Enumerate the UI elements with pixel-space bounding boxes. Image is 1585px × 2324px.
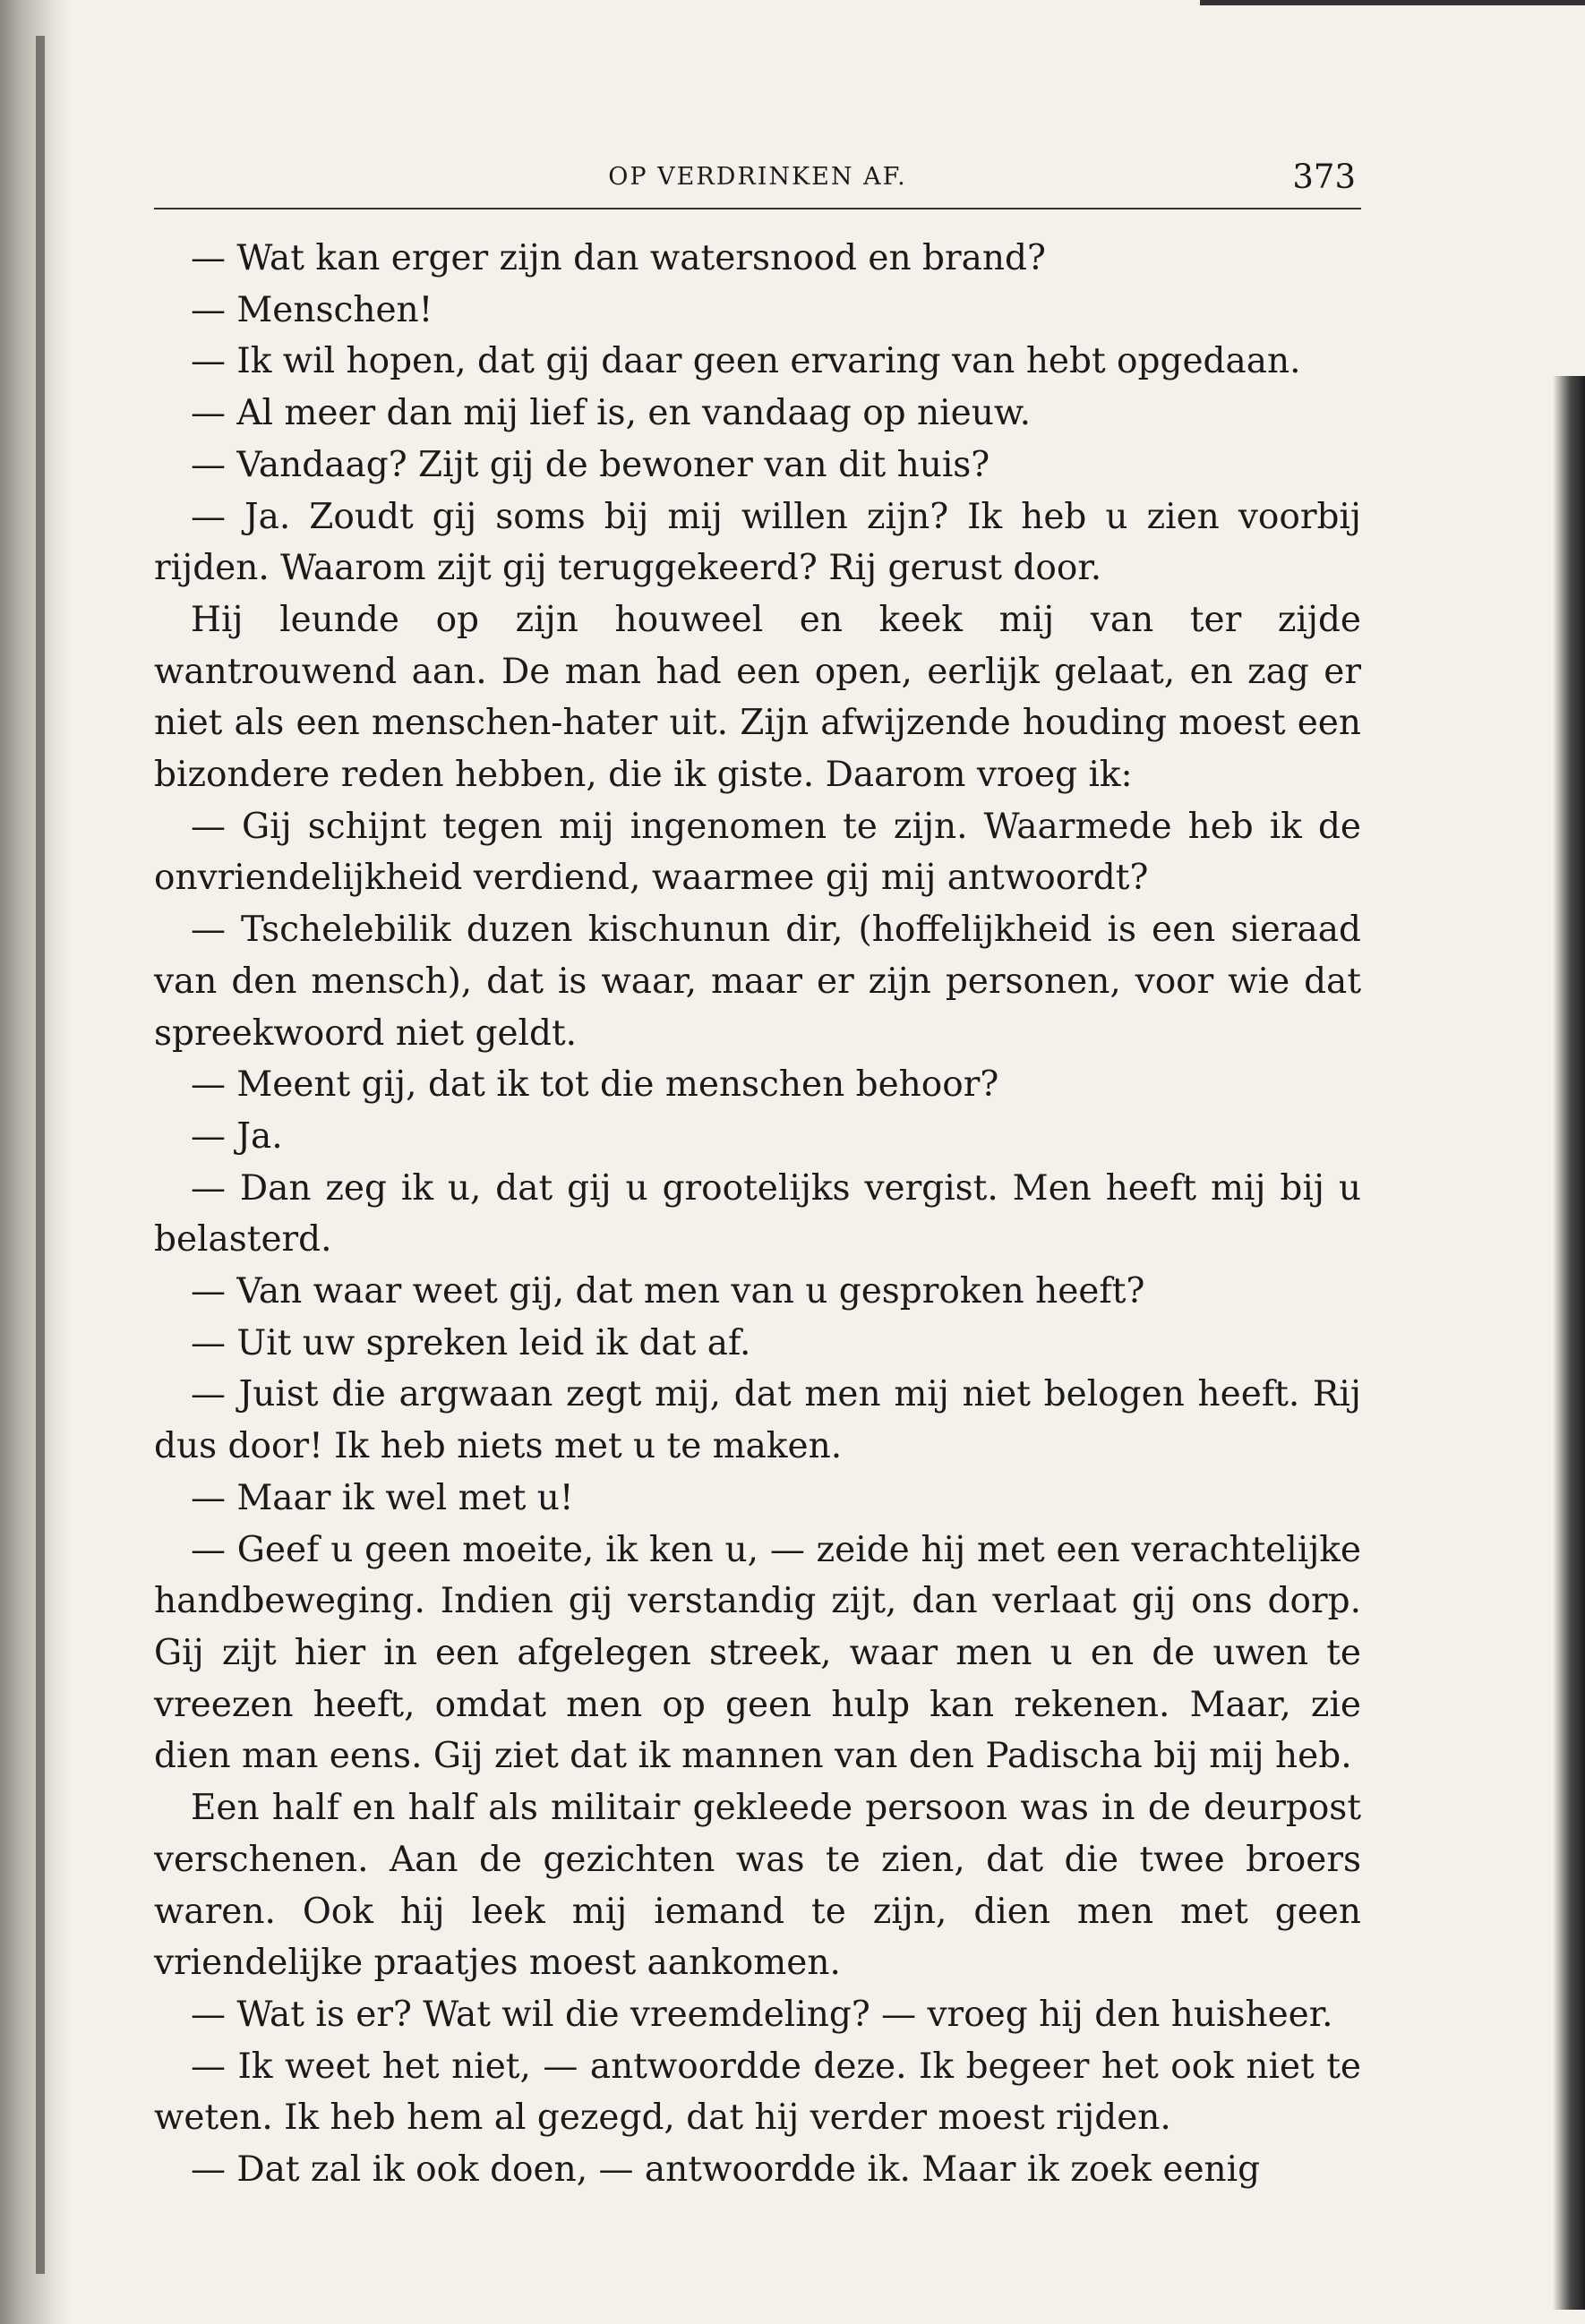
paragraph: — Vandaag? Zijt gij de bewoner van dit huis? (190, 444, 990, 485)
paragraph: — Wat kan erger zijn dan watersnood en brand? (190, 238, 1046, 278)
binding-line (36, 36, 45, 2274)
paragraph: — Wat is er? Wat wil die vreemdeling? — vroeg hij den huisheer. (190, 1994, 1333, 2035)
paragraph: — Ik weet het niet, — antwoordde deze. Ik begeer het ook niet te weten. Ik heb hem al gezegd, dat hij verder moest rijden. (154, 2046, 1361, 2139)
paragraph: — Meent gij, dat ik tot die menschen behoor? (190, 1064, 999, 1106)
paragraph: — Ja. Zoudt gij soms bij mij willen zijn? Ik heb u zien voorbij rijden. Waarom zijt gij teruggekeerd? Rij gerust door. (154, 496, 1361, 589)
paragraph: — Geef u geen moeite, ik ken u, — zeide hij met een verachtelijke handbeweging. Indien gij verstandig zijt, dan verlaat gij ons dorp. Gij zijt hier in een afgelegen streek, waar men u en de uwen te vreezen heeft, omdat men op geen hulp kan rekenen. Maar, zie dien man eens. Gij ziet dat ik mannen van den Padischa bij mij heb. (154, 1529, 1361, 1777)
paragraph: — Ik wil hopen, dat gij daar geen ervaring van hebt opgedaan. (190, 341, 1301, 382)
paragraph: — Al meer dan mij lief is, en vandaag op nieuw. (190, 393, 1031, 434)
paragraph: — Tschelebilik duzen kischunun dir, (hoffelijkheid is een sieraad van den mensch), dat is waar, maar er zijn personen, voor wie dat spreekwoord niet geldt. (154, 910, 1361, 1054)
page-header (154, 150, 1361, 209)
paragraph: — Van waar weet gij, dat men van u gesproken heeft? (190, 1271, 1145, 1312)
paragraph: — Maar ik wel met u! (190, 1477, 574, 1518)
paragraph: — Gij schijnt tegen mij ingenomen te zijn. Waarmede heb ik de onvriendelijkheid verdiend, waarmee gij mij antwoordt? (154, 806, 1361, 899)
page-body (154, 233, 1361, 2196)
page-number: 373 (1292, 158, 1356, 196)
paragraph: — Dat zal ik ook doen, — antwoordde ik. Maar ik zoek eenig (190, 2149, 1261, 2191)
page-edge-shadow (1553, 376, 1585, 2310)
paragraph: Hij leunde op zijn houweel en keek mij van ter zijde wantrouwend aan. De man had een open, eerlijk gelaat, en zag er niet als een menschen-hater uit. Zijn afwijzende houding moest een bizondere reden hebben, die ik giste. Daarom vroeg ik: (154, 599, 1361, 796)
paragraph: — Ja. (190, 1115, 283, 1157)
paragraph: — Menschen! (190, 289, 433, 330)
paragraph: — Juist die argwaan zegt mij, dat men mij niet belogen heeft. Rij dus door! Ik heb niets met u te maken. (154, 1374, 1361, 1467)
paragraph: — Uit uw spreken leid ik dat af. (190, 1322, 751, 1363)
paragraph: Een half en half als militair gekleede persoon was in de deurpost verschenen. Aan de gezichten was te zien, dat die twee broers waren. Ook hij leek mij iemand te zijn, dien men met geen vriendelijke praatjes moest aankomen. (154, 1788, 1361, 1984)
running-head: OP VERDRINKEN AF. (608, 163, 907, 191)
top-edge-line (1200, 0, 1585, 5)
paragraph: — Dan zeg ik u, dat gij u grootelijks vergist. Men heeft mij bij u belasterd. (154, 1167, 1361, 1260)
